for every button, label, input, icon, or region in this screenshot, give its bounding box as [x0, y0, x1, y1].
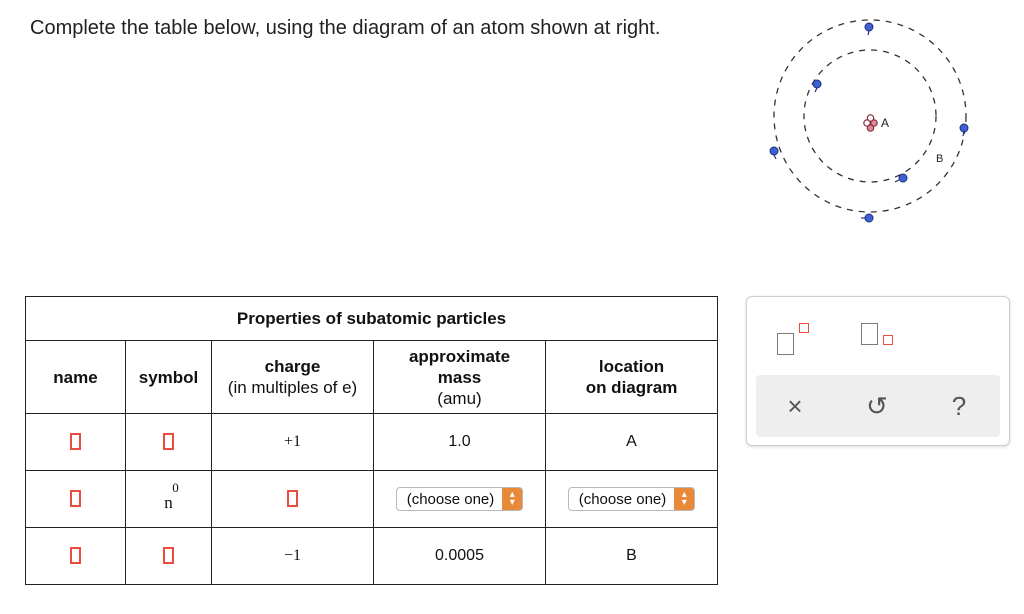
symbol-answer-box[interactable] [163, 433, 174, 450]
table-caption: Properties of subatomic particles [26, 297, 718, 341]
header-charge: charge (in multiples of e) [212, 341, 374, 414]
electron-6 [861, 214, 873, 222]
electron-3 [960, 124, 968, 136]
atom-diagram [760, 10, 990, 230]
action-toolbar [756, 375, 1000, 437]
label-a: A [881, 116, 890, 130]
help-button[interactable]: ? [951, 390, 967, 421]
charge-cell [212, 471, 374, 528]
location-cell [546, 471, 718, 528]
electron-4 [770, 147, 778, 159]
header-location: location on diagram [546, 341, 718, 414]
location-value: B [546, 528, 718, 585]
name-cell [26, 471, 126, 528]
name-answer-box[interactable] [70, 547, 81, 564]
chevron-updown-icon: ▴ ▾ [674, 488, 694, 510]
electron-5 [895, 174, 907, 182]
subscript-box-icon [883, 335, 893, 345]
instruction-text: Complete the table below, using the diagram of an atom shown at right. [30, 17, 661, 39]
name-answer-box[interactable] [70, 490, 81, 507]
mass-value: 0.0005 [374, 528, 546, 585]
electron-1 [865, 23, 873, 35]
electron-2 [813, 80, 821, 92]
location-value: A [546, 414, 718, 471]
header-name: name [26, 341, 126, 414]
base-box-icon [777, 333, 794, 355]
name-answer-box[interactable] [70, 433, 81, 450]
label-b: B [936, 153, 944, 165]
undo-button[interactable]: ↺ [866, 390, 888, 421]
symbol-answer-box[interactable] [163, 547, 174, 564]
mass-value: 1.0 [374, 414, 546, 471]
charge-value: +1 [212, 414, 374, 471]
table-row-1 [26, 414, 718, 471]
superscript-box-icon [799, 323, 809, 333]
location-dropdown[interactable]: (choose one) ▴ ▾ [568, 487, 696, 511]
mass-dropdown[interactable]: (choose one) ▴ ▾ [396, 487, 524, 511]
header-symbol: symbol [126, 341, 212, 414]
charge-value: −1 [212, 528, 374, 585]
nucleus-icon [864, 115, 877, 131]
answer-toolbox [746, 296, 1010, 446]
chevron-updown-icon: ▴ ▾ [502, 488, 522, 510]
clear-button[interactable]: × [787, 390, 803, 421]
charge-answer-box[interactable] [287, 490, 298, 507]
table-row-3 [26, 528, 718, 585]
base-box-icon [861, 323, 878, 345]
mass-cell [374, 471, 546, 528]
name-cell [26, 528, 126, 585]
table-row-2 [26, 471, 718, 528]
header-mass: approximate mass (amu) [374, 341, 546, 414]
name-cell [26, 414, 126, 471]
symbol-cell [126, 528, 212, 585]
symbol-cell [126, 471, 212, 528]
symbol-cell [126, 414, 212, 471]
neutron-symbol: 0 n [164, 480, 179, 512]
properties-table [25, 296, 718, 585]
